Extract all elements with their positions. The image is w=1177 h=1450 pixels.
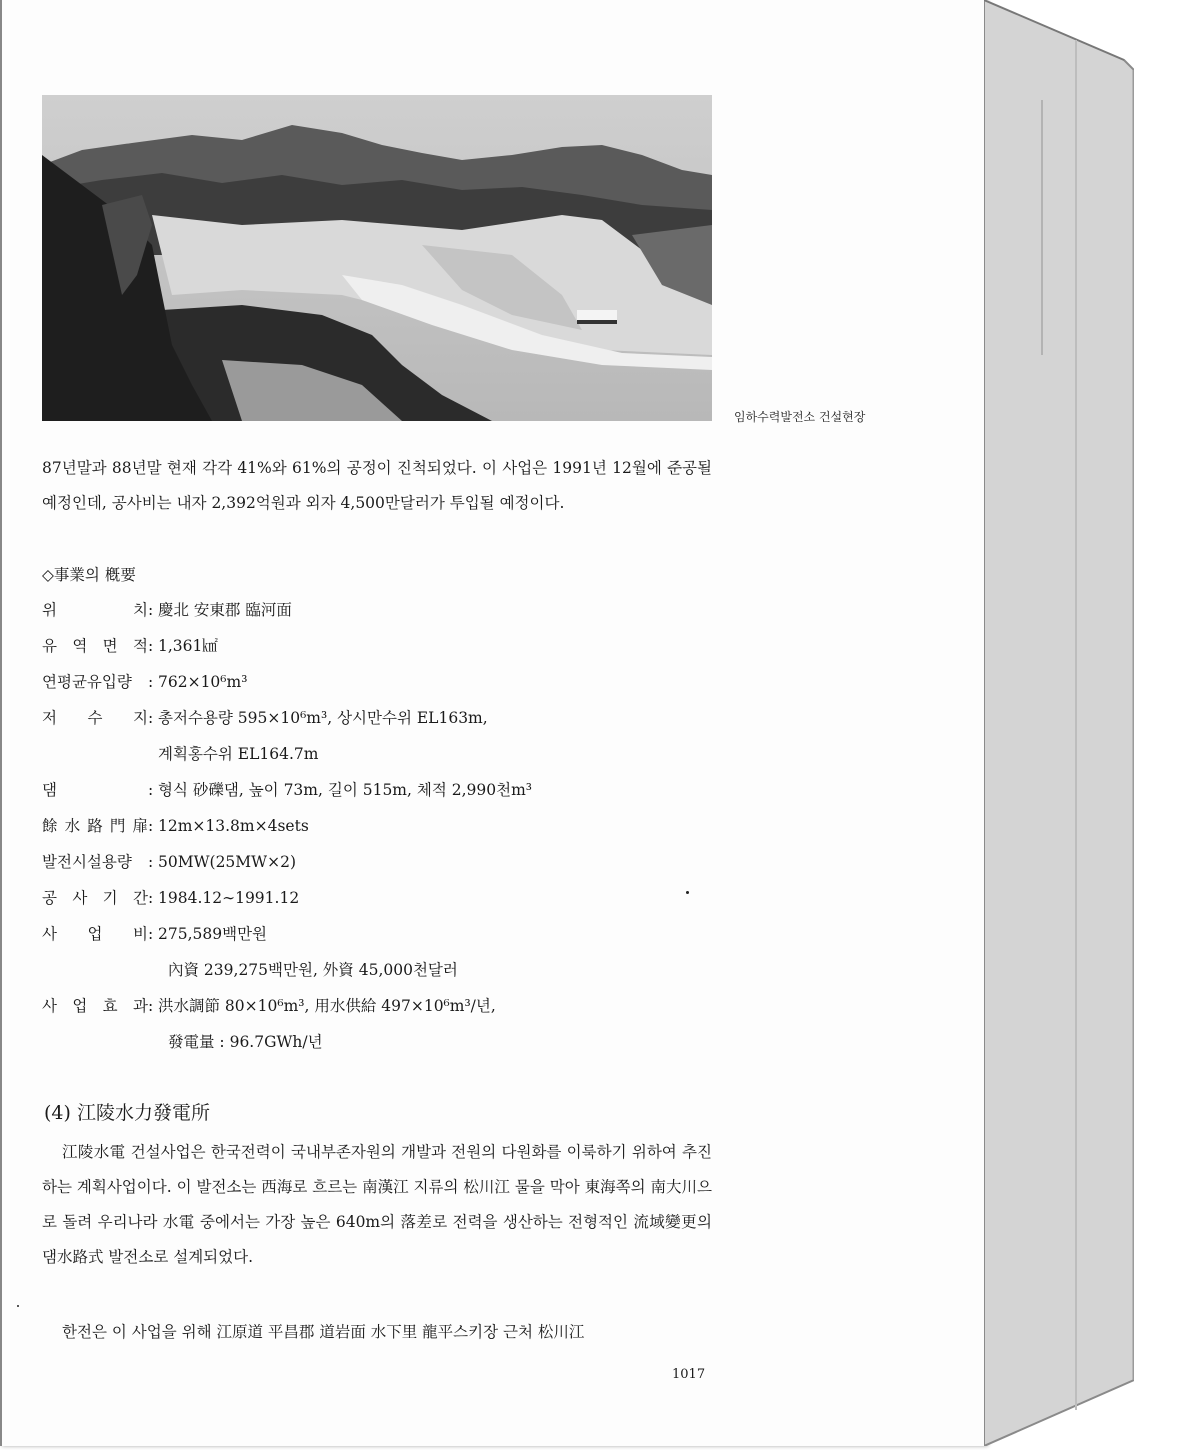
overview-row-capacity: 발전시설용량 : 50MW(25MW×2)	[42, 850, 296, 872]
dam-construction-photo	[42, 95, 712, 421]
print-speck	[17, 1305, 19, 1307]
row-label: 저 수 지	[42, 709, 148, 727]
intro-paragraph: 87년말과 88년말 현재 각각 41%와 61%의 공정이 진척되었다. 이 사업은 1991년 12월에 준공될 예정인데, 공사비는 내자 2,392억원과 외자 4,500만달러가 투입될 예정이다.	[42, 459, 712, 512]
overview-row-reservoir-cont	[158, 742, 318, 764]
row-label: 위 치	[42, 601, 148, 619]
overview-row-annual-inflow: 연평균유입량 : 762×10⁶m³	[42, 670, 247, 692]
section-paragraph-1: 江陵水電 건설사업은 한국전력이 국내부존자원의 개발과 전원의 다원화를 이룩하기 위하여 추진하는 계획사업이다. 이 발전소는 西海로 흐르는 南漢江 지류의 松川江 물을 막아 東海쪽의 南大川으로 돌려 우리나라 水電 중에서는 가장 높은 640m의 落差로 전력을 생산하는 전형적인 流域變更의 댐水路式 발전소로 설계되었다.	[42, 1143, 712, 1266]
row-label: 발전시설용량	[42, 853, 132, 871]
overview-row-project-effects: 사 업 효 과: 洪水調節 80×10⁶m³, 用水供給 497×10⁶m³/년,	[42, 994, 496, 1016]
row-value: 洪水調節 80×10⁶m³, 用水供給 497×10⁶m³/년,	[158, 997, 496, 1015]
row-value: 12m×13.8m×4sets	[158, 817, 309, 835]
row-label: 餘水路門扉	[42, 817, 148, 835]
book-edge	[984, 0, 1134, 1446]
row-value: 慶北 安東郡 臨河面	[158, 601, 292, 619]
row-value: 內資 239,275백만원, 外資 45,000천달러	[168, 961, 458, 979]
print-speck	[686, 891, 689, 894]
row-label: 사 업 비	[42, 925, 148, 943]
overview-row-project-cost-cont	[168, 958, 458, 980]
overview-row-project-effects-cont	[168, 1030, 323, 1052]
row-value: 1984.12∼1991.12	[158, 889, 300, 907]
overview-row-spillway-gates: 餘水路門扉: 12m×13.8m×4sets	[42, 814, 309, 836]
overview-row-dam: 댐 : 형식 砂礫댐, 높이 73m, 길이 515m, 체적 2,990천m³	[42, 778, 532, 800]
page-number: 1017	[672, 1367, 706, 1382]
row-label: 댐	[42, 781, 57, 799]
overview-row-basin-area: 유 역 면 적: 1,361㎢	[42, 634, 218, 656]
photo-illustration	[42, 95, 712, 421]
row-value: 發電量 : 96.7GWh/년	[168, 1033, 323, 1051]
row-label: 유 역 면 적	[42, 637, 148, 655]
overview-row-construction-period: 공 사 기 간: 1984.12∼1991.12	[42, 886, 299, 908]
row-value: 계획홍수위 EL164.7m	[158, 745, 319, 763]
row-value: 762×10⁶m³	[158, 673, 248, 691]
photo-caption: 임하수력발전소 건설현장	[734, 410, 866, 424]
overview-title: ◇事業의 槪要	[42, 566, 136, 584]
row-value: 형식 砂礫댐, 높이 73m, 길이 515m, 체적 2,990천m³	[158, 781, 532, 799]
row-value: 1,361㎢	[158, 637, 218, 655]
row-value: 275,589백만원	[158, 925, 268, 943]
section-heading: (4) 江陵水力發電所	[44, 1102, 210, 1124]
overview-row-project-cost: 사 업 비: 275,589백만원	[42, 922, 267, 944]
row-label: 연평균유입량	[42, 673, 132, 691]
row-value: 총저수용량 595×10⁶m³, 상시만수위 EL163m,	[158, 709, 488, 727]
overview-row-location: 위 치: 慶北 安東郡 臨河面	[42, 598, 292, 620]
row-label: 공 사 기 간	[42, 889, 148, 907]
overview-row-reservoir: 저 수 지: 총저수용량 595×10⁶m³, 상시만수위 EL163m,	[42, 706, 488, 728]
section-paragraph-2: 한전은 이 사업을 위해 江原道 平昌郡 道岩面 水下里 龍平스키장 근처 松川江	[62, 1323, 585, 1341]
row-value: 50MW(25MW×2)	[158, 853, 296, 871]
row-label: 사 업 효 과	[42, 997, 148, 1015]
